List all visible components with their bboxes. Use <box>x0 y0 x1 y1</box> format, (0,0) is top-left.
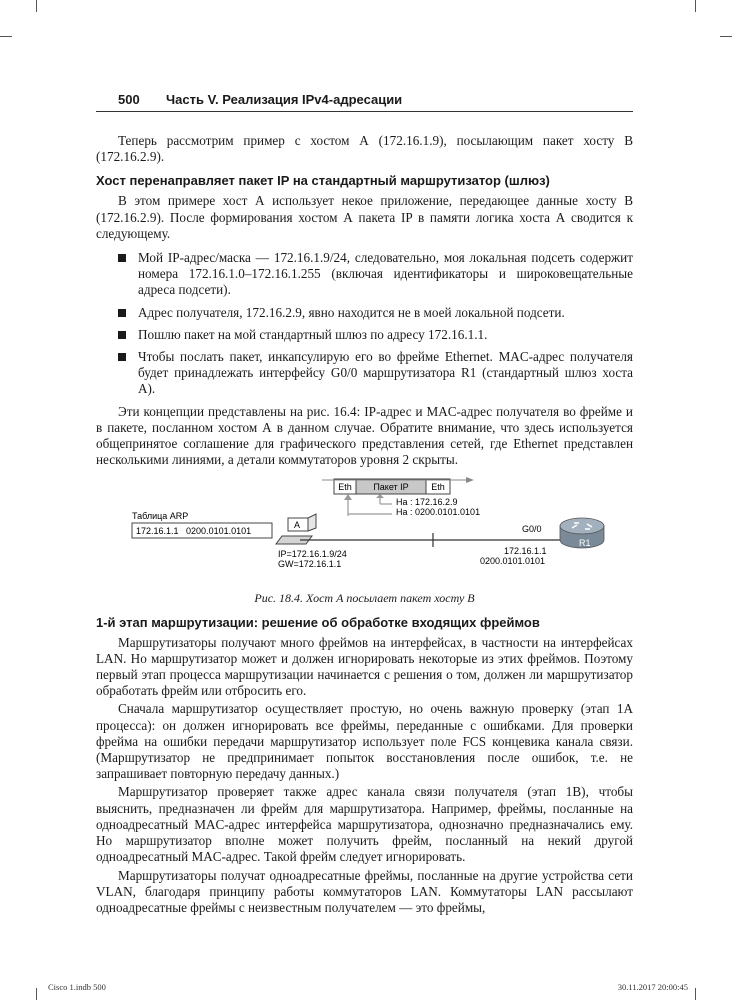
page-number: 500 <box>118 92 140 107</box>
bullet-list <box>96 250 633 398</box>
section-paragraph: Маршрутизаторы получают много фреймов на интерфейсах, в частности на интерфейсах LAN. Но маршрутизатор может и должен игнорировать некоторые из этих фреймов. Поэтому первый этап процесса маршрутизации начинается с решения о том, должен ли маршрутизатор обработать фрейм или отбросить его. <box>96 634 633 699</box>
section-heading: Хост перенаправляет пакет IP на стандартный маршрутизатор (шлюз) <box>96 173 550 189</box>
section-paragraph: В этом примере хост А использует некое приложение, передающее данные хосту В (172.16.2.9). После формирования хостом А пакета IP в памяти логика хоста А сводится к следующему. <box>96 193 633 241</box>
section-paragraph: Маршрутизаторы получат одноадресатные фреймы, посланные на другие устройства сети VLAN, благодаря принципу работы коммутаторов LAN. Коммутаторы LAN рассылают одноадресатные фреймы с неизвестным получателем — это фреймы, <box>96 867 633 915</box>
interface-label: G0/0 <box>522 524 542 535</box>
list-item: Чтобы послать пакет, инкапсулирую его во фрейме Ethernet. MAC-адрес получателя будет принадлежать интерфейсу G0/0 маршрутизатора R1 (стандартный шлюз хоста А). <box>96 349 633 398</box>
page-body <box>96 133 633 916</box>
section-paragraph: Сначала маршрутизатор осуществляет простую, но очень важную проверку (этап 1А процесса): он должен игнорировать все фреймы, переданные с ошибками. Для проверки фрейма на ошибки передачи маршрутизатор использует поле FCS концевика канала связи. (Маршрутизатор не предпринимает попыток восстановления после ошибок, т.е. не запрашивает повторную передачу данных.) <box>96 701 633 782</box>
crop-mark <box>720 36 732 37</box>
host-gw-label: GW=172.16.1.1 <box>278 559 342 570</box>
network-diagram <box>96 474 633 586</box>
arp-entry: 172.16.1.1 0200.0101.0101 <box>136 526 252 537</box>
section-paragraph: Маршрутизатор проверяет также адрес канала связи получателя (этап 1В), чтобы выяснить, предназначен ли фрейм для маршрутизатора. Например, фреймы, посланные на одноадресатный MAC-адрес интерфейса маршрутизатора, однозначно предназначались ему. Но маршрутизатор вполне может получить фрейм, посланный на некий другой одноадресатный MAC-адрес. Такой фрейм следует игнорировать. <box>96 784 633 865</box>
header-rule <box>96 111 633 112</box>
crop-mark <box>36 0 37 12</box>
host-label: A <box>294 520 301 531</box>
host-ip-label: IP=172.16.1.9/24 <box>278 549 347 560</box>
bullet-square-icon <box>118 254 126 262</box>
router-ip-label: 172.16.1.1 <box>504 546 547 557</box>
packet-label: Пакет IP <box>373 482 409 493</box>
crop-mark <box>36 988 37 1000</box>
crop-mark <box>0 36 12 37</box>
figure-caption: Рис. 18.4. Хост А посылает пакет хосту В <box>254 591 475 606</box>
print-footer <box>48 982 688 992</box>
list-item: Мой IP-адрес/маска — 172.16.1.9/24, следовательно, моя локальная подсеть содержит номера 172.16.1.0–172.16.1.255 (включая идентификаторы и широковещательные адреса подсети). <box>96 250 633 299</box>
footer-timestamp: 30.11.2017 20:00:45 <box>617 982 688 992</box>
list-item: Пошлю пакет на мой стандартный шлюз по адресу 172.16.1.1. <box>96 327 633 343</box>
crop-mark <box>695 988 696 1000</box>
bullet-square-icon <box>118 309 126 317</box>
chapter-title: Часть V. Реализация IPv4-адресации <box>166 92 403 107</box>
footer-file: Cisco 1.indb 500 <box>48 982 106 992</box>
network-figure <box>96 474 633 586</box>
dest-ip-label: На : 172.16.2.9 <box>396 497 458 508</box>
eth-right-label: Eth <box>431 482 445 493</box>
router-name: R1 <box>579 538 591 549</box>
bullet-square-icon <box>118 353 126 361</box>
section-heading: 1-й этап маршрутизации: решение об обработке входящих фреймов <box>96 614 540 630</box>
bullet-square-icon <box>118 331 126 339</box>
frame-header <box>334 479 450 494</box>
list-item: Адрес получателя, 172.16.2.9, явно находится не в моей локальной подсети. <box>96 305 633 321</box>
dest-mac-label: На : 0200.0101.0101 <box>396 507 481 518</box>
eth-left-label: Eth <box>338 482 352 493</box>
running-header <box>118 92 633 107</box>
arp-table-title: Таблица ARP <box>132 511 189 522</box>
intro-paragraph: Теперь рассмотрим пример с хостом А (172.16.1.9), посылающим пакет хосту В (172.16.2.9). <box>96 133 633 165</box>
router-mac-label: 0200.0101.0101 <box>480 556 546 567</box>
arrow-up-icon <box>344 494 392 516</box>
section-paragraph: Эти концепции представлены на рис. 16.4: IP-адрес и MAC-адрес получателя во фрейме и в пакете, посланном хостом А в данном случае. Обратите внимание, что здесь используется общепринятое соглашение для графического представления сетей, где Ethernet представлен несколькими линиями, а детали коммутаторов уровня 2 скрыты. <box>96 403 633 468</box>
crop-mark <box>695 0 696 12</box>
